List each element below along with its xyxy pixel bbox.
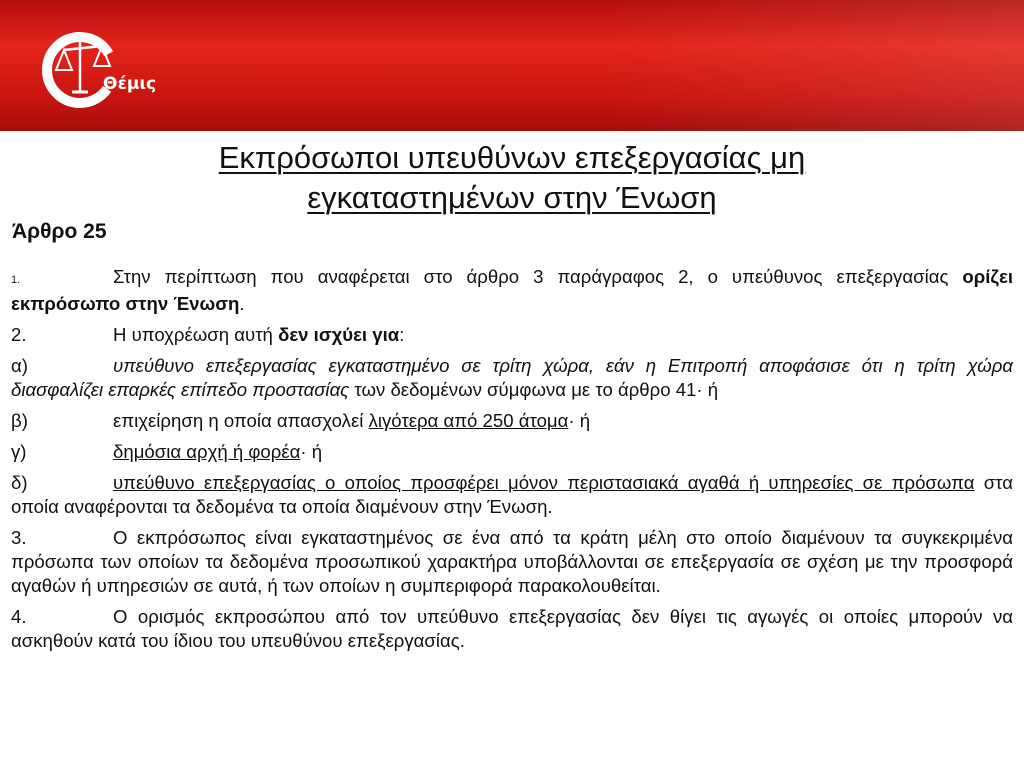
paragraph-text: Η υποχρέωση αυτή: [113, 324, 279, 345]
paragraph-1: [11, 265, 1013, 316]
paragraph-number: δ): [11, 472, 28, 493]
paragraph-b: [11, 409, 1013, 433]
paragraph-number: 2.: [11, 324, 27, 345]
paragraph-underlined-text: υπεύθυνο επεξεργασίας ο οποίος προσφέρει μόνον περιστασιακά αγαθά ή υπηρεσίες σε πρόσωπα: [113, 472, 975, 493]
paragraph-4: [11, 605, 1013, 653]
paragraph-number: β): [11, 410, 28, 431]
paragraph-3: [11, 526, 1013, 598]
title-line-2: εγκαταστημένων στην Ένωση: [307, 180, 717, 215]
paragraph-number: α): [11, 355, 28, 376]
article-content: [11, 265, 1013, 660]
themis-logo-icon: [42, 20, 162, 120]
paragraph-2: [11, 323, 1013, 347]
paragraph-text-end: .: [239, 293, 245, 314]
paragraph-text: Ο εκπρόσωπος είναι εγκαταστημένος σε ένα από τα κράτη μέλη στο οποίο διαμένουν τα συγκεκριμένα πρόσωπα των οποίων τα δεδομένα προσωπικού χαρακτήρα υποβάλλονται σε επεξεργασία σε σχέση με την προσφορά αγαθών ή υπηρεσιών σε αυτά, ή των οποίων η συμπεριφορά παρακολουθείται.: [11, 527, 1013, 596]
paragraph-d: [11, 471, 1013, 519]
paragraph-g: [11, 440, 1013, 464]
paragraph-a: [11, 354, 1013, 402]
paragraph-text: Στην περίπτωση που αναφέρεται στο άρθρο 3 παράγραφος 2, ο υπεύθυνος επεξεργασίας: [113, 266, 963, 287]
paragraph-text: στα οποία αναφέρονται τα δεδομένα τα οποία διαμένουν στην Ένωση.: [11, 472, 1013, 517]
title-line-1: Εκπρόσωποι υπευθύνων επεξεργασίας μη: [218, 140, 806, 175]
paragraph-number: 4.: [11, 606, 27, 627]
paragraph-number: 3.: [11, 527, 27, 548]
paragraph-text-end: · ή: [568, 410, 591, 431]
paragraph-text: · ή: [300, 441, 323, 462]
paragraph-text: επιχείρηση η οποία απασχολεί: [113, 410, 369, 431]
paragraph-text-end: :: [399, 324, 405, 345]
paragraph-bold-text: δεν ισχύει για: [278, 324, 400, 345]
slide-title: [0, 138, 1024, 218]
paragraph-number: 1.: [11, 274, 21, 286]
paragraph-text: Ο ορισμός εκπροσώπου από τον υπεύθυνο επεξεργασίας δεν θίγει τις αγωγές οι οποίες μπορούν να ασκηθούν κατά του ίδιου του υπευθύνου επεξεργασίας.: [11, 606, 1013, 651]
paragraph-bold-text: ορίζει εκπρόσωπο στην Ένωση: [11, 266, 1013, 314]
paragraph-italic-text: υπεύθυνο επεξεργασίας εγκαταστημένο σε τρίτη χώρα, εάν η Επιτροπή αποφάσισε ότι η τρίτη χώρα διασφαλίζει επαρκές επίπεδο προστασίας: [11, 355, 1013, 400]
article-heading: Άρθρο 25: [12, 220, 107, 243]
paragraph-underlined-text: λιγότερα από 250 άτομα: [368, 410, 569, 431]
paragraph-text: των δεδομένων σύμφωνα με το άρθρο 41· ή: [349, 379, 719, 400]
logo-text: Θέμις: [103, 74, 157, 94]
paragraph-underlined-text: δημόσια αρχή ή φορέα: [113, 441, 301, 462]
paragraph-number: γ): [11, 441, 27, 462]
